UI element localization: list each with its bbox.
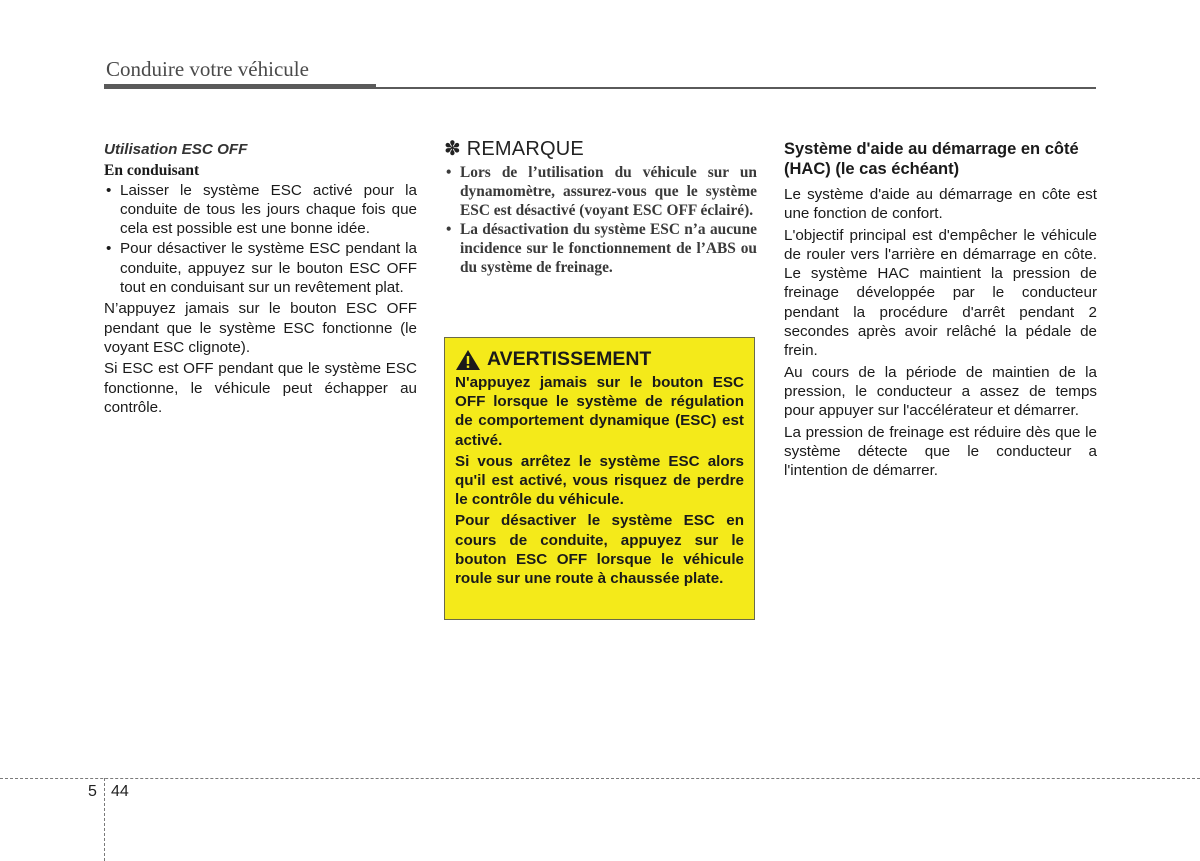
- asterisk-icon: ✽: [444, 138, 461, 160]
- bullet-icon: •: [446, 164, 452, 182]
- paragraph: Si ESC est OFF pendant que le système ESC fonctionne, le véhicule peut échapper au contrôle.: [104, 360, 417, 416]
- footer-vertical-divider: [104, 778, 105, 861]
- column-right: [784, 138, 1097, 482]
- remark-list: [444, 163, 757, 277]
- paragraph: L'objectif principal est d'empêcher le véhicule de rouler vers l'arrière en démarrage en côte. Le système HAC maintient la pression de freinage développée par le conducteur pendant la procédure d'arrêt pendant 2 secondes après avoir relâché la pédale de frein.: [784, 226, 1097, 360]
- paragraph: Au cours de la période de maintien de la pression, le conducteur a assez de temps pour appuyer sur l'accélérateur et démarrer.: [784, 363, 1097, 420]
- bullet-icon: •: [446, 221, 452, 239]
- paragraph: La pression de freinage est réduire dès que le système détecte que le conducteur a l'intention de démarrer.: [784, 423, 1097, 480]
- list-item: • Laisser le système ESC activé pour la conduite de tous les jours chaque fois que cela est possible est une bonne idée.: [106, 181, 417, 238]
- warning-heading: [455, 349, 744, 371]
- warning-title: AVERTISSEMENT: [487, 348, 652, 371]
- section-title: Conduire votre véhicule: [106, 57, 309, 81]
- header-rule-thick: [104, 84, 376, 89]
- footer-divider: [0, 778, 1200, 779]
- column-middle: [444, 138, 757, 277]
- bullet-icon: •: [106, 181, 112, 199]
- hac-heading: Système d'aide au démarrage en côté (HAC) (le cas échéant): [784, 140, 1079, 178]
- warning-paragraph: Pour désactiver le système ESC en cours de conduite, appuyez sur le bouton ESC OFF lorsque le véhicule roule sur une route à chaussée plate.: [455, 512, 744, 588]
- header-rule-thin: [376, 87, 1096, 89]
- list-item: • Lors de l’utilisation du véhicule sur un dynamomètre, assurez-vous que le système ESC est désactivé (voyant ESC OFF éclairé).: [446, 164, 757, 220]
- remark-heading: ✽ REMARQUE: [444, 138, 584, 160]
- chapter-number: 5: [88, 783, 97, 800]
- list-item: • La désactivation du système ESC n’a aucune incidence sur le fonctionnement de l’ABS ou du système de freinage.: [446, 221, 757, 277]
- paragraph: N’appuyez jamais sur le bouton ESC OFF pendant que le système ESC fonctionne (le voyant ESC clignote).: [104, 300, 417, 356]
- paragraph: Le système d'aide au démarrage en côte est une fonction de confort.: [784, 186, 1097, 223]
- subheading-driving: En conduisant: [104, 162, 200, 180]
- subheading-esc-off: Utilisation ESC OFF: [104, 141, 248, 158]
- bullet-list: [104, 181, 417, 298]
- warning-paragraph: N'appuyez jamais sur le bouton ESC OFF lorsque le système de régulation de comportement dynamique (ESC) est activé.: [455, 374, 744, 449]
- list-item: • Pour désactiver le système ESC pendant la conduite, appuyez sur le bouton ESC OFF tout en conduisant sur un revêtement plat.: [106, 240, 417, 297]
- page-number: 44: [111, 783, 129, 800]
- warning-box: [444, 337, 755, 620]
- column-left: [104, 138, 417, 419]
- bullet-icon: •: [106, 240, 112, 258]
- warning-triangle-icon: [455, 349, 481, 371]
- warning-paragraph: Si vous arrêtez le système ESC alors qu'il est activé, vous risquez de perdre le contrôle du véhicule.: [455, 452, 744, 509]
